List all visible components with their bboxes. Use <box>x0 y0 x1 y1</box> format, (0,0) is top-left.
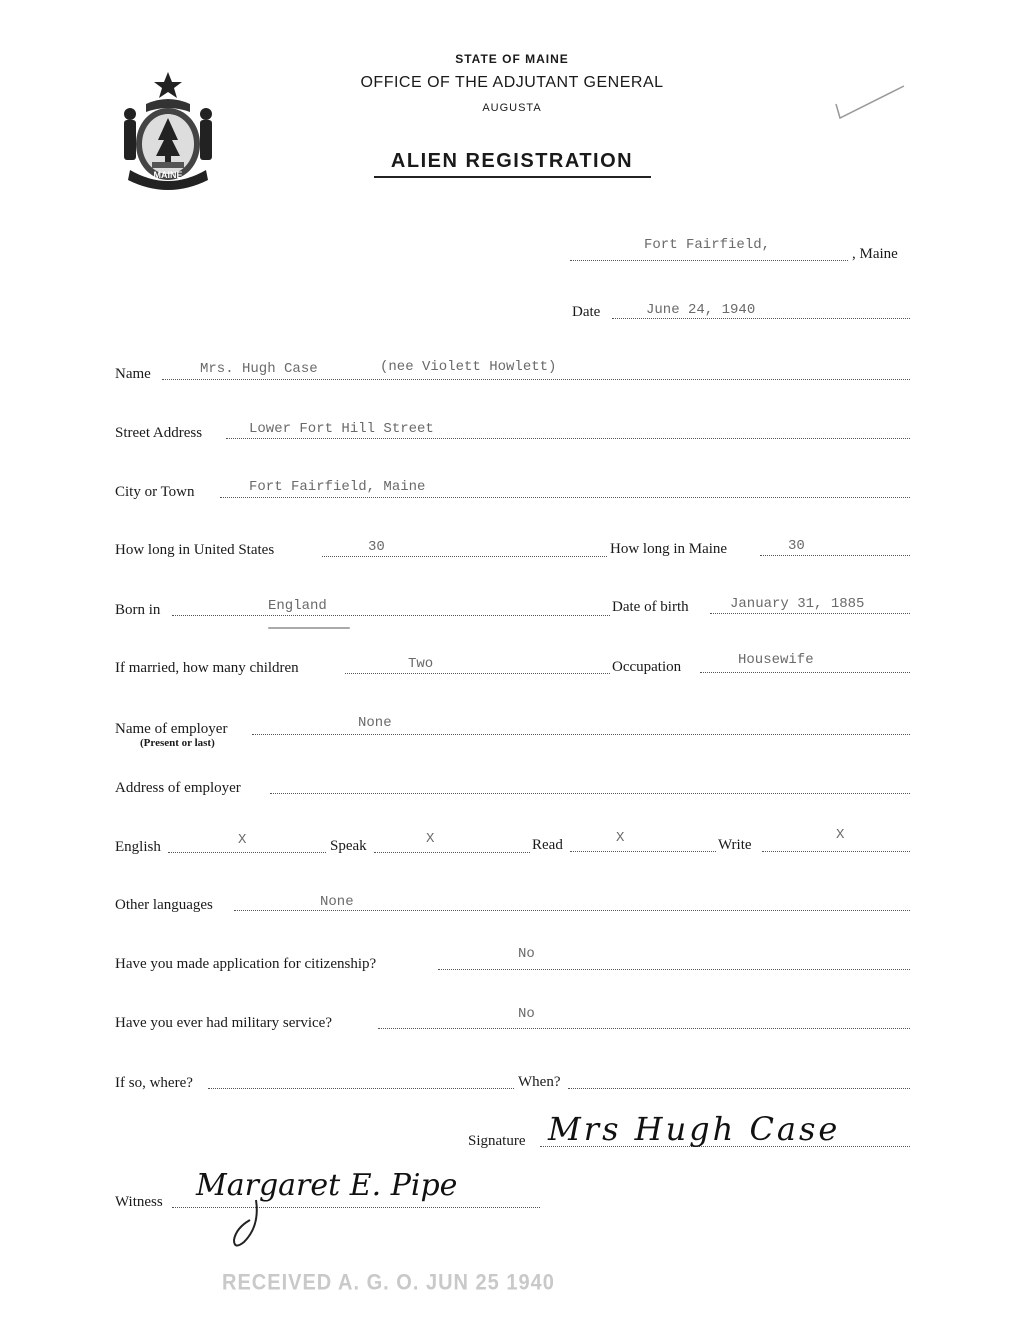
dob-label: Date of birth <box>612 599 689 615</box>
other-languages-value: None <box>320 894 354 910</box>
military-label: Have you ever had military service? <box>115 1015 332 1031</box>
english-value: X <box>238 832 247 848</box>
read-line <box>570 850 716 852</box>
header-state: STATE OF MAINE <box>455 52 569 66</box>
when-label: When? <box>518 1074 561 1090</box>
name-label: Name <box>115 366 151 382</box>
location-value: Fort Fairfield, <box>644 237 771 253</box>
location-state: , Maine <box>852 246 898 262</box>
street-value: Lower Fort Hill Street <box>249 421 434 437</box>
street-label: Street Address <box>115 425 203 441</box>
read-value: X <box>616 830 625 846</box>
speak-label: Speak <box>330 838 367 854</box>
citizenship-label: Have you made application for citizenship? <box>115 956 377 972</box>
born-in-underline <box>268 627 350 629</box>
write-label: Write <box>718 837 752 853</box>
name-line <box>162 378 910 380</box>
date-label: Date <box>572 304 601 320</box>
header-city: AUGUSTA <box>482 102 542 114</box>
children-value: Two <box>408 656 434 672</box>
write-line <box>762 850 910 852</box>
street-line <box>226 437 910 439</box>
employer-address-line <box>270 792 910 794</box>
read-label: Read <box>532 837 563 853</box>
witness-label: Witness <box>115 1194 163 1210</box>
name-value: Mrs. Hugh Case <box>200 361 318 377</box>
dob-value: January 31, 1885 <box>730 596 865 612</box>
born-in-value: England <box>268 598 327 614</box>
years-us-line <box>322 555 607 557</box>
employer-value: None <box>358 715 392 731</box>
city-line <box>220 496 910 498</box>
born-in-label: Born in <box>115 602 161 618</box>
speak-line <box>374 851 530 853</box>
speak-value: X <box>426 831 435 847</box>
date-value: June 24, 1940 <box>646 302 756 318</box>
received-stamp: RECEIVED A. G. O. JUN 25 1940 <box>222 1270 555 1296</box>
write-value: X <box>836 827 845 843</box>
city-value: Fort Fairfield, Maine <box>249 479 426 495</box>
where-line <box>208 1087 514 1089</box>
children-label: If married, how many children <box>115 660 299 676</box>
occupation-label: Occupation <box>612 659 682 675</box>
citizenship-value: No <box>518 946 535 962</box>
citizenship-line <box>438 968 910 970</box>
employer-address-label: Address of employer <box>115 780 241 796</box>
where-label: If so, where? <box>115 1075 193 1091</box>
signature-label: Signature <box>468 1133 526 1149</box>
military-value: No <box>518 1006 535 1022</box>
city-label: City or Town <box>115 484 195 500</box>
years-us-label: How long in United States <box>115 542 275 558</box>
witness-flourish <box>220 1196 280 1257</box>
signature-value: Mrs Hugh Case <box>548 1110 841 1148</box>
header-office: OFFICE OF THE ADJUTANT GENERAL <box>360 74 664 91</box>
employer-sublabel: (Present or last) <box>140 737 215 749</box>
other-languages-label: Other languages <box>115 897 213 913</box>
born-in-line <box>172 614 610 616</box>
english-line <box>168 851 326 853</box>
children-line <box>345 672 610 674</box>
years-maine-line <box>760 554 910 556</box>
english-label: English <box>115 839 161 855</box>
seal-label: MAINE <box>153 170 183 180</box>
dob-line <box>710 612 910 614</box>
years-us-value: 30 <box>368 539 385 555</box>
years-maine-value: 30 <box>788 538 805 554</box>
employer-line <box>252 733 910 735</box>
location-line <box>570 259 848 261</box>
form-title: ALIEN REGISTRATION <box>390 150 634 172</box>
employer-label: Name of employer <box>115 721 228 737</box>
occupation-line <box>700 671 910 673</box>
title-underline <box>374 176 651 178</box>
military-line <box>378 1027 910 1029</box>
check-mark <box>830 80 910 129</box>
when-line <box>568 1087 910 1089</box>
maiden-name: (nee Violett Howlett) <box>380 359 557 375</box>
occupation-value: Housewife <box>738 652 814 668</box>
years-maine-label: How long in Maine <box>610 541 728 557</box>
witness-signature: Margaret E. Pipe <box>196 1168 458 1203</box>
